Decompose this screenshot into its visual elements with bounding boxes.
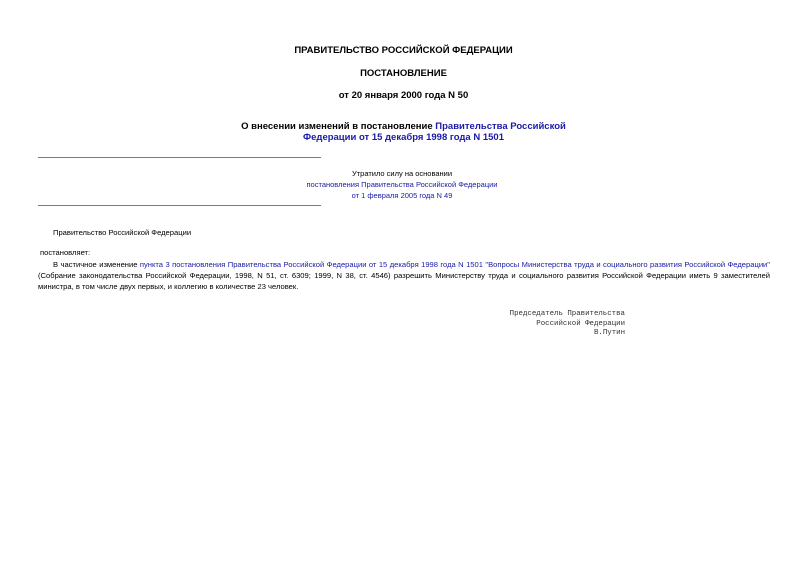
document-title-line-2 bbox=[0, 132, 807, 143]
paragraph-prefix: В частичное изменение bbox=[53, 260, 140, 269]
title-link-part-1[interactable]: Правительства Российской bbox=[435, 121, 566, 132]
status-note-link-1[interactable]: постановления Правительства Российской Федерации bbox=[306, 180, 498, 189]
divider-top bbox=[38, 157, 321, 158]
document-type-heading: ПОСТАНОВЛЕНИЕ bbox=[360, 68, 447, 79]
issuing-body: Правительство Российской Федерации bbox=[53, 228, 192, 237]
decision-word: постановляет: bbox=[40, 248, 91, 257]
status-note-line-1: Утратило силу на основании bbox=[351, 169, 453, 178]
title-link-part-2[interactable]: Федерации от 15 декабря 1998 года N 1501 bbox=[303, 132, 504, 143]
title-prefix: О внесении изменений в постановление bbox=[241, 121, 436, 132]
signature-name: В.Путин bbox=[593, 329, 625, 337]
government-heading: ПРАВИТЕЛЬСТВО РОССИЙСКОЙ ФЕДЕРАЦИИ bbox=[294, 45, 513, 56]
decision-paragraph bbox=[38, 259, 770, 292]
signature-title: Председатель Правительства bbox=[509, 310, 625, 318]
paragraph-reference-link[interactable]: пункта 3 постановления Правительства Российской Федерации от 15 декабря 1998 года N 1501 "Вопросы Министерства труда и социального развития Российской Федерации" bbox=[139, 260, 770, 269]
divider-bottom bbox=[38, 205, 321, 206]
signature-country: Российской Федерации bbox=[536, 319, 625, 328]
document-date-number: от 20 января 2000 года N 50 bbox=[338, 90, 469, 101]
document-title-line-1 bbox=[0, 121, 807, 132]
status-note-link-2[interactable]: от 1 февраля 2005 года N 49 bbox=[351, 191, 453, 200]
paragraph-rest: (Собрание законодательства Российской Федерации, 1998, N 51, ст. 6309; 1999, N 38, ст. 4546) разрешить Министерству труда и социального развития Российской Федерации иметь 9 заместителей министра, в том числе двух первых, и коллегию в количестве 23 человек. bbox=[38, 271, 770, 291]
